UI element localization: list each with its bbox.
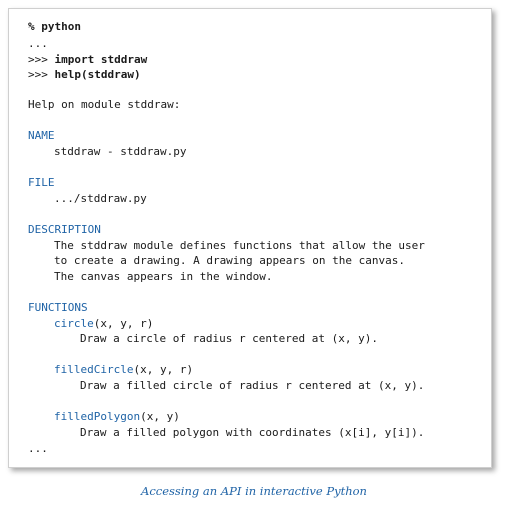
help-command: help(stddraw) (54, 68, 141, 81)
help-line (28, 68, 141, 82)
file-heading: FILE (28, 176, 55, 189)
function-signature-circle (54, 317, 153, 331)
file-text: .../stddraw.py (54, 192, 147, 205)
description-line: to create a drawing. A drawing appears on the canvas. (54, 254, 405, 267)
function-name: circle (54, 317, 94, 330)
import-command: import stddraw (54, 53, 148, 66)
function-args: (x, y) (140, 410, 180, 423)
function-args: (x, y, r) (93, 317, 154, 330)
description-heading: DESCRIPTION (28, 223, 101, 236)
function-signature-filledcircle (54, 363, 193, 377)
description-line: The stddraw module defines functions that allow the user (54, 239, 425, 252)
name-text: stddraw - stddraw.py (54, 145, 187, 158)
function-name: filledCircle (54, 363, 134, 376)
shell-command: % python (28, 20, 81, 33)
ellipsis-bottom: ... (28, 442, 48, 455)
function-doc: Draw a filled polygon with coordinates (x[i], y[i]). (80, 426, 425, 439)
function-args: (x, y, r) (133, 363, 194, 376)
function-doc: Draw a filled circle of radius r centered at (x, y). (80, 379, 425, 392)
function-name: filledPolygon (54, 410, 141, 423)
ellipsis-top: ... (28, 37, 48, 50)
import-line (28, 53, 147, 67)
import-prompt: >>> (28, 53, 55, 66)
help-header: Help on module stddraw: (28, 98, 181, 111)
name-heading: NAME (28, 129, 55, 142)
terminal-panel (8, 8, 492, 468)
help-prompt: >>> (28, 68, 55, 81)
function-doc: Draw a circle of radius r centered at (x, y). (80, 332, 379, 345)
figure-caption: Accessing an API in interactive Python (141, 484, 367, 498)
description-line: The canvas appears in the window. (54, 270, 273, 283)
function-signature-filledpolygon (54, 410, 180, 424)
functions-heading: FUNCTIONS (28, 301, 88, 314)
